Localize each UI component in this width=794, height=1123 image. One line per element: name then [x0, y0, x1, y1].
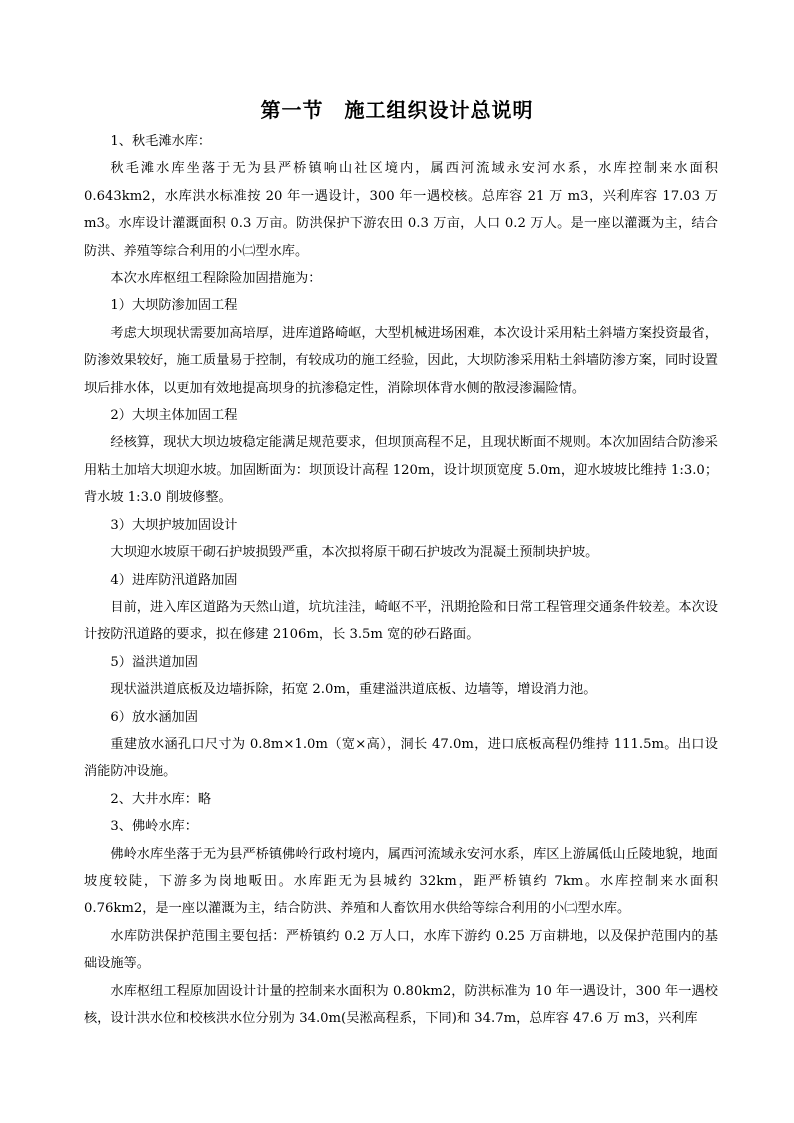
body-paragraph: 现状溢洪道底板及边墙拆除，拓宽 2.0m，重建溢洪道底板、边墙等，增设消力池。	[110, 682, 597, 698]
section-heading: 6）放水涵加固	[110, 709, 198, 725]
body-paragraph: 水库枢纽工程原加固设计计量的控制来水面积为 0.80km2，防洪标准为 10 年一遇设计，300 年一遇校核，设计洪水位和校核洪水位分别为 34.0m(吴淞高程系，下同)和 34.7m，总库容 47.6 万 m3，兴利库	[84, 983, 718, 1026]
body-paragraph: 重建放水涵孔口尺寸为 0.8m×1.0m（宽×高），洞长 47.0m，进口底板高程仍维持 111.5m。出口设消能防冲设施。	[84, 736, 718, 780]
section-title: 第一节 施工组织设计总说明	[260, 98, 534, 122]
body-paragraph: 水库防洪保护范围主要包括：严桥镇约 0.2 万人口，水库下游约 0.25 万亩耕地，以及保护范围内的基础设施等。	[84, 928, 718, 972]
section-heading: 1）大坝防渗加固工程	[110, 298, 238, 314]
body-paragraph: 佛岭水库坐落于无为县严桥镇佛岭行政村境内，属西河流域永安河水系，库区上游属低山丘陵地貌，地面坡度较陡，下游多为岗地畈田。水库距无为县城约 32km，距严桥镇约 7km。水库控制来水面积 0.76km2，是一座以灌溉为主，结合防洪、养殖和人畜饮用水供给等综合利用的小㈡型水库。	[84, 846, 718, 917]
body-paragraph: 秋毛滩水库坐落于无为县严桥镇响山社区境内，属西河流域永安河水系，水库控制来水面积 0.643km2，水库洪水标准按 20 年一遇设计，300 年一遇校核。总库容 21 万 m3，兴利库容 17.03 万 m3。水库设计灌溉面积 0.3 万亩。防洪保护下游农田 0.3 万亩，人口 0.2 万人。是一座以灌溉为主，结合防洪、养殖等综合利用的小㈡型水库。	[84, 161, 718, 259]
section-heading: 5）溢洪道加固	[110, 654, 198, 670]
document-body	[84, 128, 718, 1032]
body-paragraph: 经核算，现状大坝边坡稳定能满足规范要求，但坝顶高程不足，且现状断面不规则。本次加固结合防渗采用粘土加培大坝迎水坡。加固断面为：坝顶设计高程 120m，设计坝顶宽度 5.0m，迎水坡坡比维持 1:3.0；背水坡 1:3.0 削坡修整。	[84, 435, 718, 506]
body-paragraph: 大坝迎水坡原干砌石护坡损毁严重，本次拟将原干砌石护坡改为混凝土预制块护坡。	[110, 545, 599, 561]
body-paragraph: 考虑大坝现状需要加高培厚，进库道路崎岖，大型机械进场困难，本次设计采用粘土斜墙方案投资最省，防渗效果较好，施工质量易于控制，有较成功的施工经验，因此，大坝防渗采用粘土斜墙防渗方案，同时设置坝后排水体，以更加有效地提高坝身的抗渗稳定性，消除坝体背水侧的散浸渗漏险情。	[84, 325, 718, 396]
section-heading: 3、佛岭水库：	[110, 819, 198, 835]
body-paragraph: 本次水库枢纽工程除险加固措施为：	[110, 271, 322, 287]
section-heading: 3）大坝护坡加固设计	[110, 517, 238, 533]
section-heading: 2）大坝主体加固工程	[110, 408, 238, 424]
body-paragraph: 目前，进入库区道路为天然山道，坑坑洼洼，崎岖不平，汛期抢险和日常工程管理交通条件较差。本次设计按防汛道路的要求，拟在修建 2106m，长 3.5m 宽的砂石路面。	[84, 599, 718, 643]
section-heading: 1、秋毛滩水库：	[110, 134, 212, 149]
section-heading: 2、大井水库：略	[110, 791, 212, 807]
section-heading: 4）进库防汛道路加固	[110, 572, 238, 588]
